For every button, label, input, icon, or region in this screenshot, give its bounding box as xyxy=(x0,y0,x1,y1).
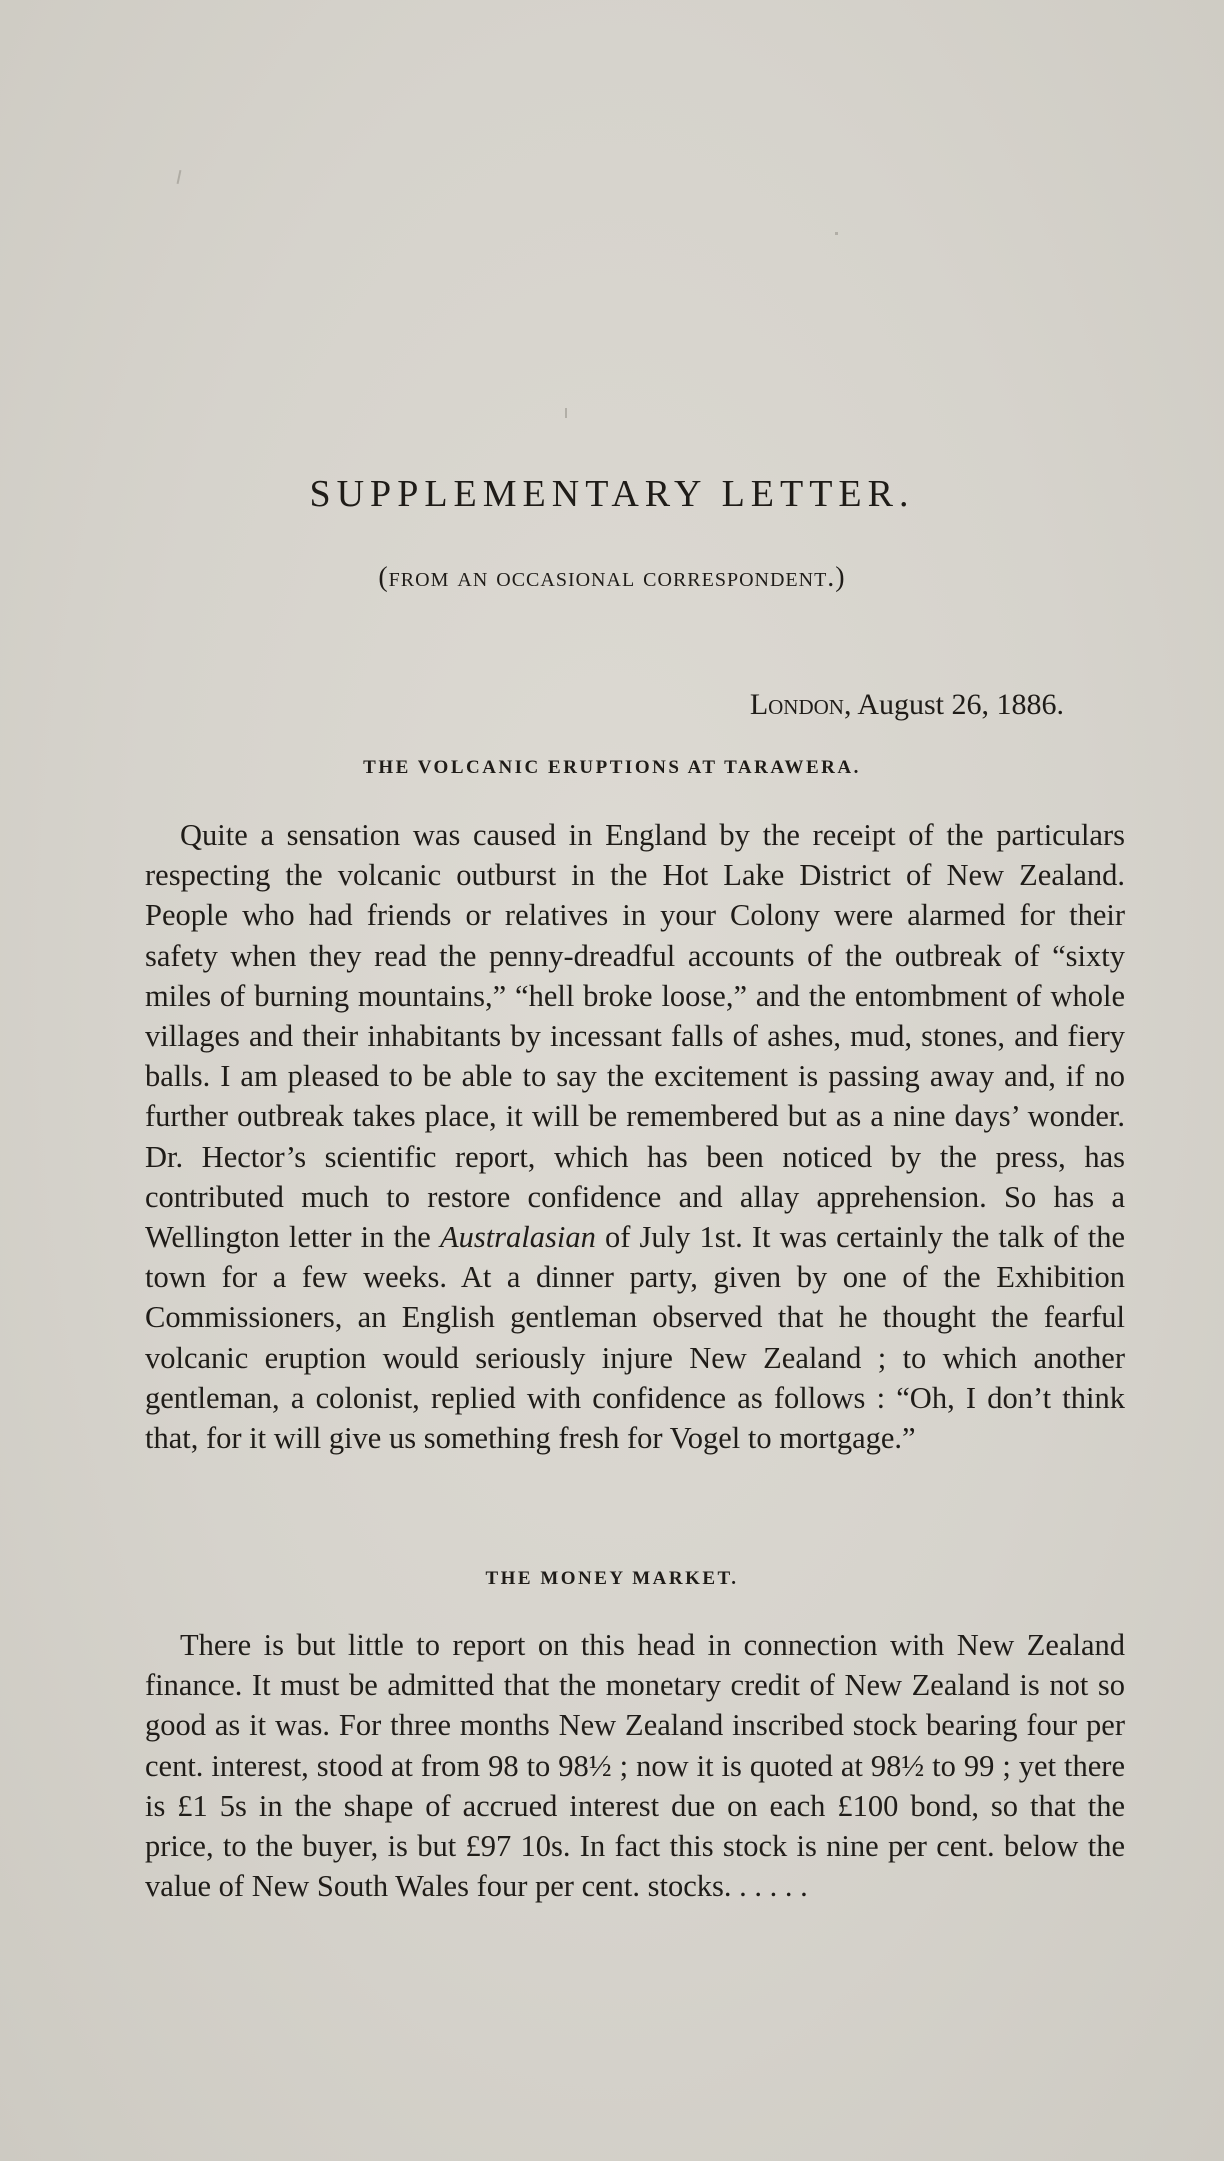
page-blemish xyxy=(565,408,567,418)
page-blemish xyxy=(177,170,182,184)
dateline-place: London xyxy=(749,688,844,721)
paragraph-volcanic-part1: Quite a sensation was caused in England by the receipt of the particulars respecting the volcanic outburst in the Hot Lake District of New Zealand. People who had friends or relatives in your Colony were alarmed for their safety when they read the penny-dreadful accounts of the outbreak of “sixty miles of burning mountains,” “hell broke loose,” and the entombment of whole villages and their inhabitants by incessant falls of ashes, mud, stones, and fiery balls. I am pleased to be able to say the excitement is passing away and, if no further outbreak takes place, it will be remembered but as a nine days’ wonder. Dr. Hector’s scientific report, which has been noticed by the press, has contributed much to restore confidence and allay apprehension. So has a Wellington letter in the xyxy=(145,818,1125,1255)
section-heading-volcanic: THE VOLCANIC ERUPTIONS AT TARAWERA. xyxy=(363,757,861,778)
dateline-date: , August 26, 1886. xyxy=(843,688,1064,721)
publication-title: Australasian xyxy=(439,1220,596,1255)
paragraph-money-market: There is but little to report on this head in connection with New Zealand finance. It must be admitted that the monetary credit of New Zealand is not so good as it was. For three months New Zealand inscribed stock bearing four per cent. interest, stood at from 98 to 98½ ; now it is quoted at 98½ to 99 ; yet there is £1 5s in the shape of accrued interest due on each £100 bond, so that the price, to the buyer, is but £97 10s. In fact this stock is nine per cent. below the value of New South Wales four per cent. stocks. . . . . . xyxy=(145,1628,1125,1904)
document-title: SUPPLEMENTARY LETTER. xyxy=(309,473,915,515)
dateline xyxy=(750,688,1064,722)
paragraph-volcanic-part2: of July 1st. It was certainly the talk of the town for a few weeks. At a dinner party, given by one of the Exhibition Commissioners, an English gentleman observed that he thought the fearful volcanic eruption would seriously injure New Zealand ; to which another gentleman, a colonist, replied with confidence as follows : “Oh, I don’t think that, for it will give us something fresh for Vogel to mortgage.” xyxy=(145,1220,1126,1456)
document-subtitle: (from an occasional correspondent.) xyxy=(378,562,846,593)
page-blemish xyxy=(835,232,838,235)
section-heading-money-market: THE MONEY MARKET. xyxy=(485,1568,739,1589)
paragraph-volcanic xyxy=(145,815,1125,1458)
